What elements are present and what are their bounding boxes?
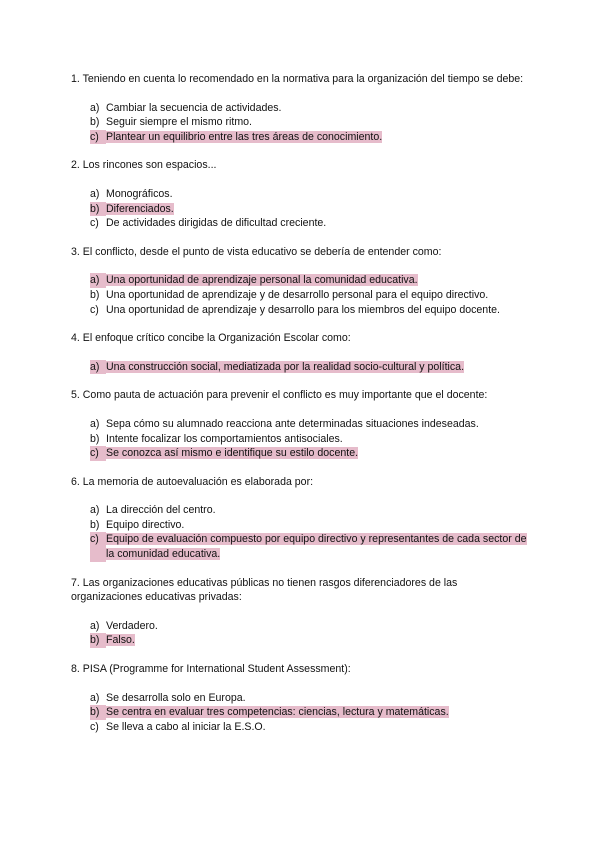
option-letter: a) — [90, 691, 100, 704]
correct-answer-text: Equipo de evaluación compuesto por equipo directivo y representantes de cada sector de la comunidad educativa. — [106, 533, 527, 561]
option-text: Intente focalizar los comportamientos antisociales. — [106, 432, 343, 445]
answer-option — [90, 633, 531, 648]
option-letter: c) — [90, 303, 99, 316]
option-letter: a) — [90, 101, 100, 114]
option-text-wrap — [106, 446, 531, 461]
option-text: Sepa cómo su alumnado reacciona ante determinadas situaciones indeseadas. — [106, 417, 479, 430]
correct-answer-text: Diferenciados. — [106, 202, 174, 215]
option-text: De actividades dirigidas de dificultad creciente. — [106, 217, 327, 230]
question-block — [71, 662, 531, 734]
answer-option — [90, 619, 531, 634]
option-list — [71, 417, 531, 461]
question-text: 3. El conflicto, desde el punto de vista educativo se debería de entender como: — [71, 245, 442, 258]
answer-option — [90, 216, 531, 231]
option-letter: c) — [90, 130, 106, 145]
option-text: Cambiar la secuencia de actividades. — [106, 101, 282, 114]
answer-option — [90, 288, 531, 303]
answer-option — [90, 518, 531, 533]
answer-option — [90, 503, 531, 518]
answer-option — [90, 202, 531, 217]
correct-answer-text: Se conozca así mismo e identifique su estilo docente. — [106, 447, 359, 460]
option-letter: c) — [90, 532, 106, 561]
option-text: Seguir siempre el mismo ritmo. — [106, 116, 252, 129]
answer-option — [90, 360, 531, 375]
option-letter: a) — [90, 360, 106, 375]
option-text-wrap — [106, 216, 531, 231]
option-text-wrap — [106, 115, 531, 130]
answer-option — [90, 115, 531, 130]
option-letter: b) — [90, 633, 106, 648]
option-letter: b) — [90, 518, 100, 531]
option-text-wrap — [106, 303, 531, 318]
option-text: Se desarrolla solo en Europa. — [106, 691, 246, 704]
option-text-wrap — [106, 187, 531, 202]
option-list — [71, 187, 531, 231]
option-letter: b) — [90, 116, 100, 129]
option-text-wrap — [106, 417, 531, 432]
option-letter: a) — [90, 619, 100, 632]
option-letter: c) — [90, 446, 106, 461]
question-block — [71, 388, 531, 460]
question-text: 1. Teniendo en cuenta lo recomendado en la normativa para la organización del tiempo se debe: — [71, 73, 524, 85]
answer-option — [90, 532, 531, 561]
answer-option — [90, 432, 531, 447]
option-text: Equipo directivo. — [106, 518, 185, 531]
question-text: 7. Las organizaciones educativas públicas no tienen rasgos diferenciadores de las organizaciones educativas privadas: — [71, 576, 458, 604]
option-text-wrap — [106, 202, 531, 217]
correct-answer-text: Plantear un equilibrio entre las tres áreas de conocimiento. — [106, 130, 383, 143]
option-letter: a) — [90, 187, 100, 200]
option-list — [71, 691, 531, 735]
option-list — [71, 619, 531, 648]
answer-option — [90, 691, 531, 706]
option-text-wrap — [106, 288, 531, 303]
answer-option — [90, 446, 531, 461]
option-text-wrap — [106, 619, 531, 634]
option-letter: a) — [90, 417, 100, 430]
option-text-wrap — [106, 130, 531, 145]
option-text-wrap — [106, 518, 531, 533]
option-letter: a) — [90, 504, 100, 517]
option-text: Se lleva a cabo al iniciar la E.S.O. — [106, 720, 266, 733]
answer-option — [90, 130, 531, 145]
option-letter: a) — [90, 273, 106, 288]
option-text-wrap — [106, 691, 531, 706]
question-text: 5. Como pauta de actuación para prevenir el conflicto es muy importante que el docente: — [71, 389, 488, 402]
question-block — [71, 475, 531, 562]
answer-option — [90, 417, 531, 432]
option-letter: c) — [90, 217, 99, 230]
option-text: Una oportunidad de aprendizaje y desarrollo para los miembros del equipo docente. — [106, 303, 500, 316]
answer-option — [90, 101, 531, 116]
correct-answer-text: Falso. — [106, 634, 135, 647]
option-text-wrap — [106, 360, 531, 375]
question-block — [71, 158, 531, 230]
answer-option — [90, 187, 531, 202]
question-text: 4. El enfoque crítico concibe la Organización Escolar como: — [71, 332, 351, 345]
option-list — [71, 273, 531, 317]
option-text-wrap — [106, 101, 531, 116]
question-block — [71, 72, 531, 144]
option-list — [71, 503, 531, 561]
answer-option — [90, 273, 531, 288]
question-text: 6. La memoria de autoevaluación es elaborada por: — [71, 475, 314, 488]
option-letter: b) — [90, 432, 100, 445]
option-letter: b) — [90, 288, 100, 301]
option-text-wrap — [106, 633, 531, 648]
option-text: Monográficos. — [106, 187, 173, 200]
answer-option — [90, 720, 531, 735]
option-letter: b) — [90, 202, 106, 217]
question-block — [71, 331, 531, 374]
option-letter: c) — [90, 720, 99, 733]
correct-answer-text: Se centra en evaluar tres competencias: ciencias, lectura y matemáticas. — [106, 706, 449, 719]
option-text-wrap — [106, 532, 531, 561]
correct-answer-text: Una oportunidad de aprendizaje personal la comunidad educativa. — [106, 274, 418, 287]
option-text-wrap — [106, 503, 531, 518]
question-text: 8. PISA (Programme for International Student Assessment): — [71, 663, 351, 676]
option-text-wrap — [106, 720, 531, 735]
option-text-wrap — [106, 273, 531, 288]
option-text-wrap — [106, 432, 531, 447]
question-text: 2. Los rincones son espacios... — [71, 159, 217, 172]
option-list — [71, 360, 531, 375]
question-block — [71, 245, 531, 317]
option-text: Verdadero. — [106, 619, 158, 632]
answer-option — [90, 303, 531, 318]
option-text: La dirección del centro. — [106, 504, 216, 517]
correct-answer-text: Una construcción social, mediatizada por la realidad socio-cultural y política. — [106, 360, 465, 373]
option-text: Una oportunidad de aprendizaje y de desarrollo personal para el equipo directivo. — [106, 288, 489, 301]
document-page — [71, 72, 531, 748]
question-block — [71, 576, 531, 648]
answer-option — [90, 705, 531, 720]
option-text-wrap — [106, 705, 531, 720]
option-list — [71, 101, 531, 145]
option-letter: b) — [90, 705, 106, 720]
